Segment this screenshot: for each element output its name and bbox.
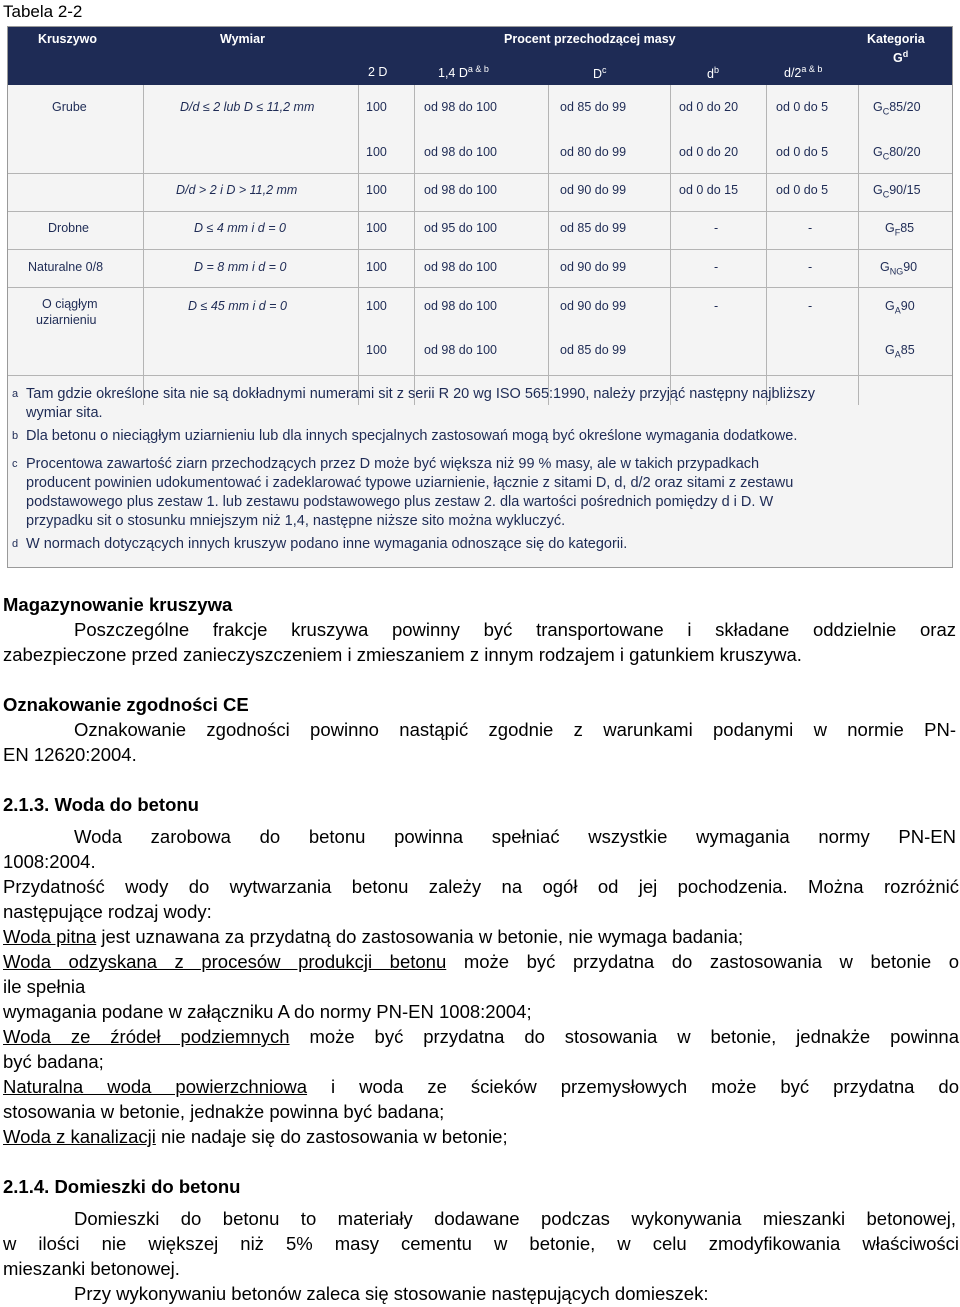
header-2d: 2 D (368, 65, 388, 79)
cell-kategoria: $G_A90$ (885, 299, 915, 316)
cell-2d: 100 (366, 343, 387, 357)
water-item-surface: Naturalna woda powierzchniowa i woda ze ścieków przemysłowych może być przydatna do (3, 1076, 959, 1097)
section-heading-storage: Magazynowanie kruszywa (3, 594, 233, 615)
paragraph-admixtures-4: Przy wykonywaniu betonów zaleca się stosowanie następujących domieszek: (74, 1283, 709, 1304)
section-heading-admixtures: 2.1.4. Domieszki do betonu (3, 1176, 241, 1197)
paragraph-storage-1: Poszczególne frakcje kruszywa powinny być transportowane i składane oddzielnie oraz (74, 619, 956, 640)
cell-14d: od 98 do 100 (424, 145, 497, 159)
cell-d: od 85 do 99 (560, 343, 627, 357)
cell-d-half: - (808, 221, 813, 235)
cell-d: od 90 do 99 (560, 183, 627, 197)
table-header (8, 27, 952, 85)
cell-d-small: od 0 do 20 (679, 145, 739, 159)
cell-d: od 80 do 99 (560, 145, 627, 159)
cell-kategoria: $G_C85/20$ (873, 100, 921, 117)
header-d-small: $d^b$ (707, 65, 719, 82)
cell-14d: od 98 do 100 (424, 183, 497, 197)
paragraph-water-3: Przydatność wody do wytwarzania betonu zależy na ogół od jej pochodzenia. Można rozróżnić (3, 876, 959, 897)
water-item-groundwater-2: być badana; (3, 1051, 104, 1072)
header-kruszywo: Kruszywo (38, 32, 98, 46)
header-d-half: $d/2^{a \& b}$ (784, 64, 823, 81)
cell-d-small: - (714, 260, 719, 274)
cell-d: od 90 do 99 (560, 299, 627, 313)
cell-d: od 85 do 99 (560, 221, 627, 235)
cell-d-small: od 0 do 20 (679, 100, 739, 114)
section-heading-ce: Oznakowanie zgodności CE (3, 694, 249, 715)
cell-14d: od 98 do 100 (424, 260, 497, 274)
water-item-recovered-3: wymagania podane w załączniku A do normy PN-EN 1008:2004; (3, 1001, 532, 1022)
header-d-large: $D^c$ (593, 65, 607, 82)
cell-kategoria: $G_C90/15$ (873, 183, 921, 200)
section-heading-water: 2.1.3. Woda do betonu (3, 794, 199, 815)
paragraph-ce-1: Oznakowanie zgodności powinno nastąpić zgodnie z warunkami podanymi w normie PN- (74, 719, 956, 740)
table-caption: Tabela 2-2 (3, 2, 83, 21)
header-procent: Procent przechodzącej masy (504, 32, 676, 46)
cell-d-half: od 0 do 5 (776, 100, 829, 114)
cell-d-half: - (808, 260, 813, 274)
aggregate-grading-table: Kruszywo Wymiar Procent przechodzącej masy Kategoria $G^d$ 2 D 1,4 $D^{a \& b}$ $D^c$ $d^b$ $d/2^{a \& b}$ Grube D/d ≤ 2 lub D ≤ 11,2 mm 100 od 98 do 100 od 85 do 99 od 0 do 20 od 0 do 5 $G_C85/20$ 100 od 98 do 100 od 80 do 99 od 0 do 20 od 0 do 5 $G_C80/20$ D/d > 2 i D > 11,2 mm 100 od 98 do 100 od 90 do 99 od 0 do 15 od 0 do 5 $G_C90/15$ Drobne D ≤ 4 mm i d = 0 100 od 95 do 100 od 85 do 99 - - $G_F85$ Naturalne 0/8 D = 8 mm i d = 0 100 od 98 do 100 od 90 do 99 - - $G_{NG}90$ O ciągłym uziarnieniu D ≤ 45 mm i d = 0 100 od 98 do 100 od 90 do 99 - - $G_A90$ 100 od 98 do 100 od 85 do 99 $G_A85$ a Tam gdzie określone sita nie są dokładnymi numerami sit z serii R 20 wg ISO 565:1990, należy przyjąć następny najbliższy wymiar sita. b Dla betonu o nieciągłym uziarnieniu lub dla innych specjalnych zastosowań mogą być określone wymagania dodatkowe. c Procentowa zawartość ziarn przechodzących przez D może być większa niż 99 % masy, ale w takich przypadkach producent powinien udokumentować i zadeklarować typowe uziarnienie, łącznie z sitami D, d, d/2 oraz sitami z zestawu podstawowego plus zestaw 1. lub zestawu podstawowego plus zestaw 2. dla wartości pośrednich pomiędzy d i D. W przypadku sit o stosunku mniejszym niż 1,4, następne niższe sito można wykluczyć. d W normach dotyczących innych kruszyw podano inne wymagania odnoszące się do kategorii. (7, 26, 953, 568)
water-item-recovered: Woda odzyskana z procesów produkcji betonu może być przydatna do zastosowania w betonie o (3, 951, 959, 972)
cell-wymiar: D ≤ 4 mm i d = 0 (194, 221, 286, 235)
cell-2d: 100 (366, 221, 387, 235)
cell-kategoria: $G_C80/20$ (873, 145, 921, 162)
cell-d-half: od 0 do 5 (776, 145, 829, 159)
cell-kategoria: $G_{NG}90$ (880, 260, 918, 277)
header-kategoria-symbol: $G^d$ (893, 49, 909, 66)
cell-d-small: od 0 do 15 (679, 183, 739, 197)
cell-d: od 90 do 99 (560, 260, 627, 274)
cell-kruszywo: Naturalne 0/8 (28, 260, 104, 274)
paragraph-admixtures-3: mieszanki betonowej. (3, 1258, 180, 1279)
paragraph-admixtures-2: w ilości nie większej niż 5% masy cementu w betonie, w celu zmodyfikowania właściwości (3, 1233, 959, 1254)
header-kategoria: Kategoria (867, 32, 925, 46)
paragraph-admixtures-1: Domieszki do betonu to materiały dodawane podczas wykonywania mieszanki betonowej, (74, 1208, 956, 1229)
header-wymiar: Wymiar (220, 32, 265, 46)
cell-kruszywo: Drobne (48, 221, 89, 235)
cell-wymiar: D/d > 2 i D > 11,2 mm (176, 183, 298, 197)
cell-kategoria: $G_F85$ (885, 221, 915, 238)
cell-wymiar: D/d ≤ 2 lub D ≤ 11,2 mm (180, 100, 315, 114)
cell-d-small: - (714, 221, 719, 235)
cell-14d: od 98 do 100 (424, 299, 497, 313)
cell-14d: od 98 do 100 (424, 100, 497, 114)
paragraph-water-4: następujące rodzaj wody: (3, 901, 212, 922)
cell-wymiar: D = 8 mm i d = 0 (194, 260, 287, 274)
paragraph-water-2: 1008:2004. (3, 851, 96, 872)
cell-d-small: - (714, 299, 719, 313)
water-item-drinking: Woda pitna jest uznawana za przydatną do zastosowania w betonie, nie wymaga badania; (3, 926, 744, 947)
cell-2d: 100 (366, 183, 387, 197)
cell-kruszywo: O ciągłym (42, 297, 98, 311)
cell-d-half: od 0 do 5 (776, 183, 829, 197)
water-item-surface-2: stosowania w betonie, jednakże powinna być badana; (3, 1101, 445, 1122)
cell-2d: 100 (366, 100, 387, 114)
cell-2d: 100 (366, 260, 387, 274)
cell-kruszywo: Grube (52, 100, 87, 114)
paragraph-water-1: Woda zarobowa do betonu powinna spełniać wszystkie wymagania normy PN-EN (74, 826, 956, 847)
cell-2d: 100 (366, 145, 387, 159)
paragraph-storage-2: zabezpieczone przed zanieczyszczeniem i zmieszaniem z innym rodzajem i gatunkiem kruszywa. (3, 644, 802, 665)
cell-2d: 100 (366, 299, 387, 313)
cell-14d: od 98 do 100 (424, 343, 497, 357)
cell-d-half: - (808, 299, 813, 313)
cell-kategoria: $G_A85$ (885, 343, 915, 360)
cell-14d: od 95 do 100 (424, 221, 497, 235)
cell-wymiar: D ≤ 45 mm i d = 0 (188, 299, 287, 313)
water-item-sewage: Woda z kanalizacji nie nadaje się do zastosowania w betonie; (3, 1126, 508, 1147)
water-item-recovered-2: ile spełnia (3, 976, 86, 997)
paragraph-ce-2: EN 12620:2004. (3, 744, 137, 765)
cell-d: od 85 do 99 (560, 100, 627, 114)
header-14d: 1,4 $D^{a \& b}$ (438, 64, 489, 81)
water-item-groundwater: Woda ze źródeł podziemnych może być przydatna do stosowania w betonie, jednakże powinna (3, 1026, 960, 1047)
cell-kruszywo-line2: uziarnieniu (36, 313, 97, 327)
